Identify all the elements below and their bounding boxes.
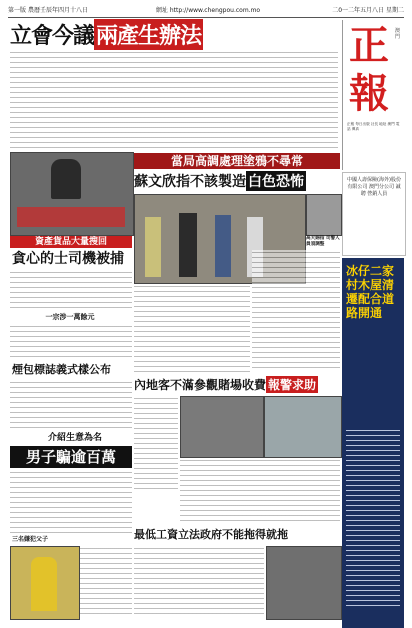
issue-date: 二0一二年五月八日 星期二 [332,7,404,14]
story-mid-kicker: 當局高調處理塗鴉不尋常 [134,153,340,169]
story-fraud-headline: 男子騙逾百萬 [10,446,132,468]
portrait-caption: 高天賜指 司警人員須調整 [306,236,340,247]
wage-photo [266,546,342,620]
masthead-info: 正報 每日出版 社長 地址 澳門 電話 傳真 [347,122,400,131]
story-mid-text [134,284,250,372]
story-fraud-caption: 三名嫌犯父子 [12,536,49,543]
story-smoke-text [10,380,132,428]
story-mid-headline: 蘇文欣指不該製造 白色恐怖 [134,170,340,192]
story-fraud-subhead: 介紹生意為名 [47,433,102,443]
story-left-text [10,270,132,310]
portrait-photo [306,194,342,236]
story-left-subhead: 一宗涉一萬餘元 [45,313,95,321]
person-3 [215,215,231,277]
story-mid-text-2 [252,250,340,372]
lead-headline: 立會今議 兩產生辦法 [10,20,338,48]
story-left-text-2 [10,324,132,360]
story-wage-headline: 最低工資立法政府不能拖得就拖 [134,528,288,541]
gaming-photo-1 [180,396,264,458]
page-number: 第一版 農曆壬辰年四月十八日 [8,7,88,14]
evidence-table [17,207,125,227]
website[interactable]: 網址 http://www.chengpou.com.mo [155,7,261,14]
top-info-bar [8,6,404,16]
story-smoke-headline: 煙包標誌義式樣公布 [12,363,111,376]
ad-text: 中國人壽保險(海外)股份有限公司 澳門分公司 誠聘 營銷人員 [347,177,401,197]
masthead-title-1: 正 [349,22,389,69]
story-fraud-text-2 [80,546,132,618]
evidence-photo [10,152,134,236]
suspect-figure-2 [31,557,57,611]
suspect-photo [10,546,80,620]
story-left-headline: 貪心的士司機被捕 [12,251,124,267]
story-gaming-text [134,396,178,492]
right-feature-text [346,428,400,608]
right-feature-headline: 冰仔二家村木屋清遷配合道路開通 [346,264,395,320]
right-feature-strip [342,258,404,628]
story-gaming-headline: 內地客不滿參觀賭場收費 報警求助 [134,377,317,392]
masthead-title-2: 報 [349,70,389,117]
lead-article-text [10,50,338,150]
gaming-photo-2 [264,396,342,458]
masthead-side-text: 澳門 [395,28,401,40]
person-1 [145,217,161,277]
advertisement[interactable] [342,172,406,256]
suspect-figure [51,159,81,199]
masthead [342,20,405,170]
story-gaming-text-2 [180,458,340,524]
story-wage-text [134,546,264,618]
person-2 [179,213,197,277]
story-fraud-text [10,470,132,534]
story-left-bar: 資產貨品大量搜回 [10,236,132,248]
